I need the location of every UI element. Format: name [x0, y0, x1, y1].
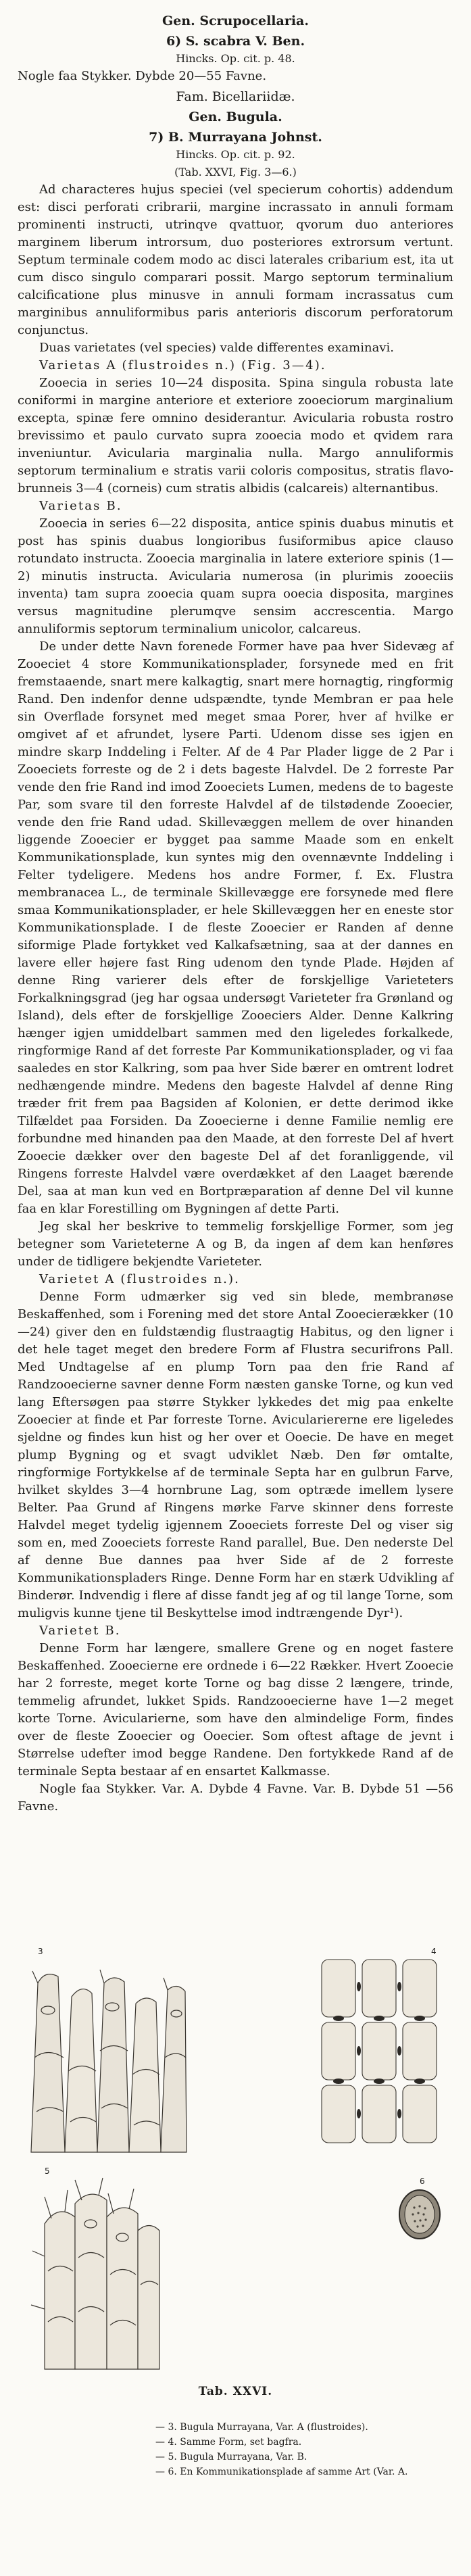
latin-paragraph-2: Duas varietates (vel species) valde differentes examinavi.	[39, 341, 394, 355]
legend-item-3: — 3. Bugula Murrayana, Var. A (flustroides).	[155, 2422, 368, 2433]
legend-item-6: — 6. En Kommunikationsplade af samme Art (Var. A.	[155, 2466, 408, 2477]
plate-reference: (Tab. XXVI, Fig. 3—6.)	[174, 166, 297, 178]
danish-depth-note: Nogle faa Stykker. Var. A. Dybde 4 Favne. Var. B. Dybde 51 —56 Favne.	[18, 1782, 453, 1814]
note-scabra: Nogle faa Stykker. Dybde 20—55 Favne.	[18, 69, 267, 83]
species-scabra: 6) S. scabra V. Ben.	[166, 34, 305, 49]
danish-variety-a-title: Varietet A (flustroides n.).	[39, 1272, 241, 1286]
text-column	[18, 9, 453, 1816]
citation-scabra: Hincks. Op. cit. p. 48.	[176, 52, 295, 65]
plate-title: Tab. XXVI.	[198, 2385, 273, 2398]
figure-4-backside-drawing	[315, 1956, 443, 2145]
figure-4-label: 4	[431, 1947, 437, 1956]
danish-paragraph-2: Jeg skal her beskrive to temmelig forskjellige Former, som jeg betegner som Varieteterne A og B, da ingen af dem kan henføres under de tidligere bekjendte Varieteter.	[18, 1219, 453, 1269]
legend-item-5: — 5. Bugula Murrayana, Var. B.	[155, 2452, 307, 2462]
figure-3-label: 3	[38, 1947, 43, 1956]
family-bicellariidae: Fam. Bicellariidæ.	[176, 89, 295, 104]
latin-paragraph-1: Ad characteres hujus speciei (vel specierum cohortis) addendum est: disci perforati cribrarii, margine incrassato in annuli formam prominenti instructi, utrinqve qvattuor, qvorum duo anteriores marginem liberum introrsum, duo posteriores extrorsum vertunt. Septum terminale codem modo ac disci laterales cribarium est, ita ut cum disco singulo comparari possit. Margo septorum terminalium calcificatione plus minusve in annuli formam incrassatus cum marginibus annuliformibus paris anterioris discorum perforatorum conjunctus.	[18, 183, 453, 337]
species-murrayana: 7) B. Murrayana Johnst.	[149, 130, 322, 145]
danish-variety-b-text: Denne Form har længere, smallere Grene og en noget fastere Beskaffenhed. Zooecierne ere ordnede i 6—22 Rækker. Hvert Zooecie har 2 forreste, meget korte Torne og bag disse 2 længere, trinde, temmelig afrundet, lukket Spids. Randzooecierne have 1—2 meget korte Torne. Avicularierne, som have den almindelige Form, findes over de fleste Zooecier og Ooecier. Som oftest aftage de jevnt i Størrelse udefter imod begge Randene. Den fortykkede Rand af de terminale Septa bestaar af en ensartet Kalkmasse.	[18, 1641, 453, 1778]
figure-6-communication-plate-drawing	[396, 2187, 443, 2241]
latin-variety-a-title: Varietas A (flustroides n.) (Fig. 3—4).	[39, 358, 326, 372]
plate-figures	[18, 1947, 453, 2373]
plate-legend	[155, 2420, 453, 2479]
figure-5-variety-b-drawing	[24, 2177, 173, 2373]
latin-variety-b-text: Zooecia in series 6—22 disposita, antice spinis duabus minutis et post has spinis duabus longioribus fusiformibus apice clauso rotundato instructa. Zooecia marginalia in latere exteriore spinis (1—2) minutis instructa. Avicularia numerosa (in plurimis zooeciis inventa) tam supra zooecia quam supra ooecia disposita, margines versus magnitudine plerumqve sensim accrescentia. Margo annuliformis septorum terminalium unicolor, calcareus.	[18, 516, 453, 636]
legend-item-4: — 4. Samme Form, set bagfra.	[155, 2437, 302, 2448]
citation-murrayana: Hincks. Op. cit. p. 92.	[176, 148, 295, 161]
danish-variety-b-title: Varietet B.	[39, 1624, 121, 1638]
latin-variety-b-title: Varietas B.	[39, 499, 122, 513]
figure-6-label: 6	[420, 2177, 425, 2186]
genus-scrupocellaria: Gen. Scrupocellaria.	[162, 14, 309, 28]
genus-bugula: Gen. Bugula.	[189, 110, 282, 124]
figure-5-label: 5	[45, 2166, 50, 2176]
latin-variety-a-text: Zooecia in series 10—24 disposita. Spina singula robusta late coniformi in margine anteriore et exteriore zooeciorum marginalium excepta, spinæ fere omnino desiderantur. Avicularia robusta rostro brevissimo et paulo curvato supra zooecia modo et qvidem rara inveniuntur. Avicularia marginalia nulla. Margo annuliformis septorum terminalium e stratis varii coloris compositus, stratis flavo-brunneis 3—4 (corneis) cum stratis albidis (calcareis) alternantibus.	[18, 376, 453, 495]
figure-3-zooecia-drawing	[18, 1956, 193, 2159]
danish-variety-a-text: Denne Form udmærker sig ved sin blede, membranøse Beskaffenhed, som i Forening med det store Antal Zooecierækker (10—24) giver den en fuldstændig flustraagtig Habitus, og den ligner i det hele taget meget den bredere Form af Flustra securifrons Pall. Med Undtagelse af en plump Torn paa den frie Rand af Randzooecierne savner denne Form næsten ganske Torne, og kun ved lang Eftersøgen paa større Stykker lykkedes det mig paa enkelte Zooecier at finde et Par forreste Torne. Aviculariererne ere ligeledes sjeldne og findes kun hist og her over et Ooecie. De have en meget plump Bygning og et svagt udviklet Næb. Den før omtalte, ringformige Fortykkelse af de terminale Septa har en gulbrun Farve, hvilket skyldes 3—4 hornbrune Lag, som optræde imellem lysere Belter. Paa Grund af Ringens mørke Farve skinner dens forreste Halvdel meget tydelig igjennem Zooeciets forreste Del og viser sig som en, med Zooeciets forreste Rand parallel, Bue. Den nederste Del af denne Bue dannes paa hver Side af de 2 forreste Kommunikationspladers Ringe. Denne Form har en stærk Udvikling af Binderør. Indvendig i flere af disse fandt jeg af og til lange Torne, som muligvis kunne tjene til Beskyttelse imod indtrængende Dyr¹).	[18, 1290, 453, 1620]
danish-paragraph-1: De under dette Navn forenede Former have paa hver Sidevæg af Zooeciet 4 store Kommunikationsplader, forsynede med en frit fremstaaende, snart mere kalkagtig, snart mere hornagtig, ringformig Rand. Den indenfor denne udspændte, tynde Membran er paa hele sin Overflade forsynet med meget smaa Porer, hver af hvilke er omgivet af et afrundet, lysere Parti. Udenom disse ses igjen en mindre skarp Inddeling i Felter. Af de 4 Par Plader ligge de 2 Par i Zooeciets forreste og de 2 i dets bageste Halvdel. De 2 forreste Par vende den frie Rand ind imod Zooeciets Lumen, medens de to bageste Par, som svare til den forreste Halvdel af de tilstødende Zooecier, vende den frie Rand udad. Skillevæggen mellem de over hinanden liggende Zooecier er bygget paa samme Maade som en enkelt Kommunikationsplade, kun syntes mig den ovennævnte Inddeling i Felter tydeligere. Medens hos andre Former, f. Ex. Flustra membranacea L., de terminale Skillevægge ere forsynede med flere smaa Kommunikationsplader, er hele Skillevæggen her en eneste stor Kommunikationsplade. I de fleste Zooecier er Randen af denne siformige Plade fortykket ved Kalkafsætning, saa at der dannes en lavere eller højere fast Ring udenom den tynde Plade. Højden af denne Ring varierer dels efter de forskjellige Varieteters Forkalkningsgrad (jeg har ogsaa undersøgt Varieteter fra Grønland og Island), dels efter de forskjellige Zooeciers Alder. Denne Kalkring hænger igjen umiddelbart sammen med den ligeledes forkalkede, ringformige Rand af det forreste Par Kommunikationsplader, og vi faa saaledes en stor Kalkring, som paa hver Side bærer en omtrent lodret nedhængende mindre. Medens den bageste Halvdel af denne Ring træder frit frem paa Bagsiden af Kolonien, er dette derimod ikke Tilfældet paa Forsiden. Da Zooecierne i denne Familie nemlig ere forbundne med hinanden paa den Maade, at den forreste Del af hvert Zooecie dækker over den bageste Del af det foranliggende, vil Ringens forreste Halvdel være overdækket af den Laaget bærende Del, saa at man kun ved en Bortpræparation af denne Del vil kunne faa en klar Forestilling om Bygningen af dette Parti.	[18, 639, 453, 1216]
